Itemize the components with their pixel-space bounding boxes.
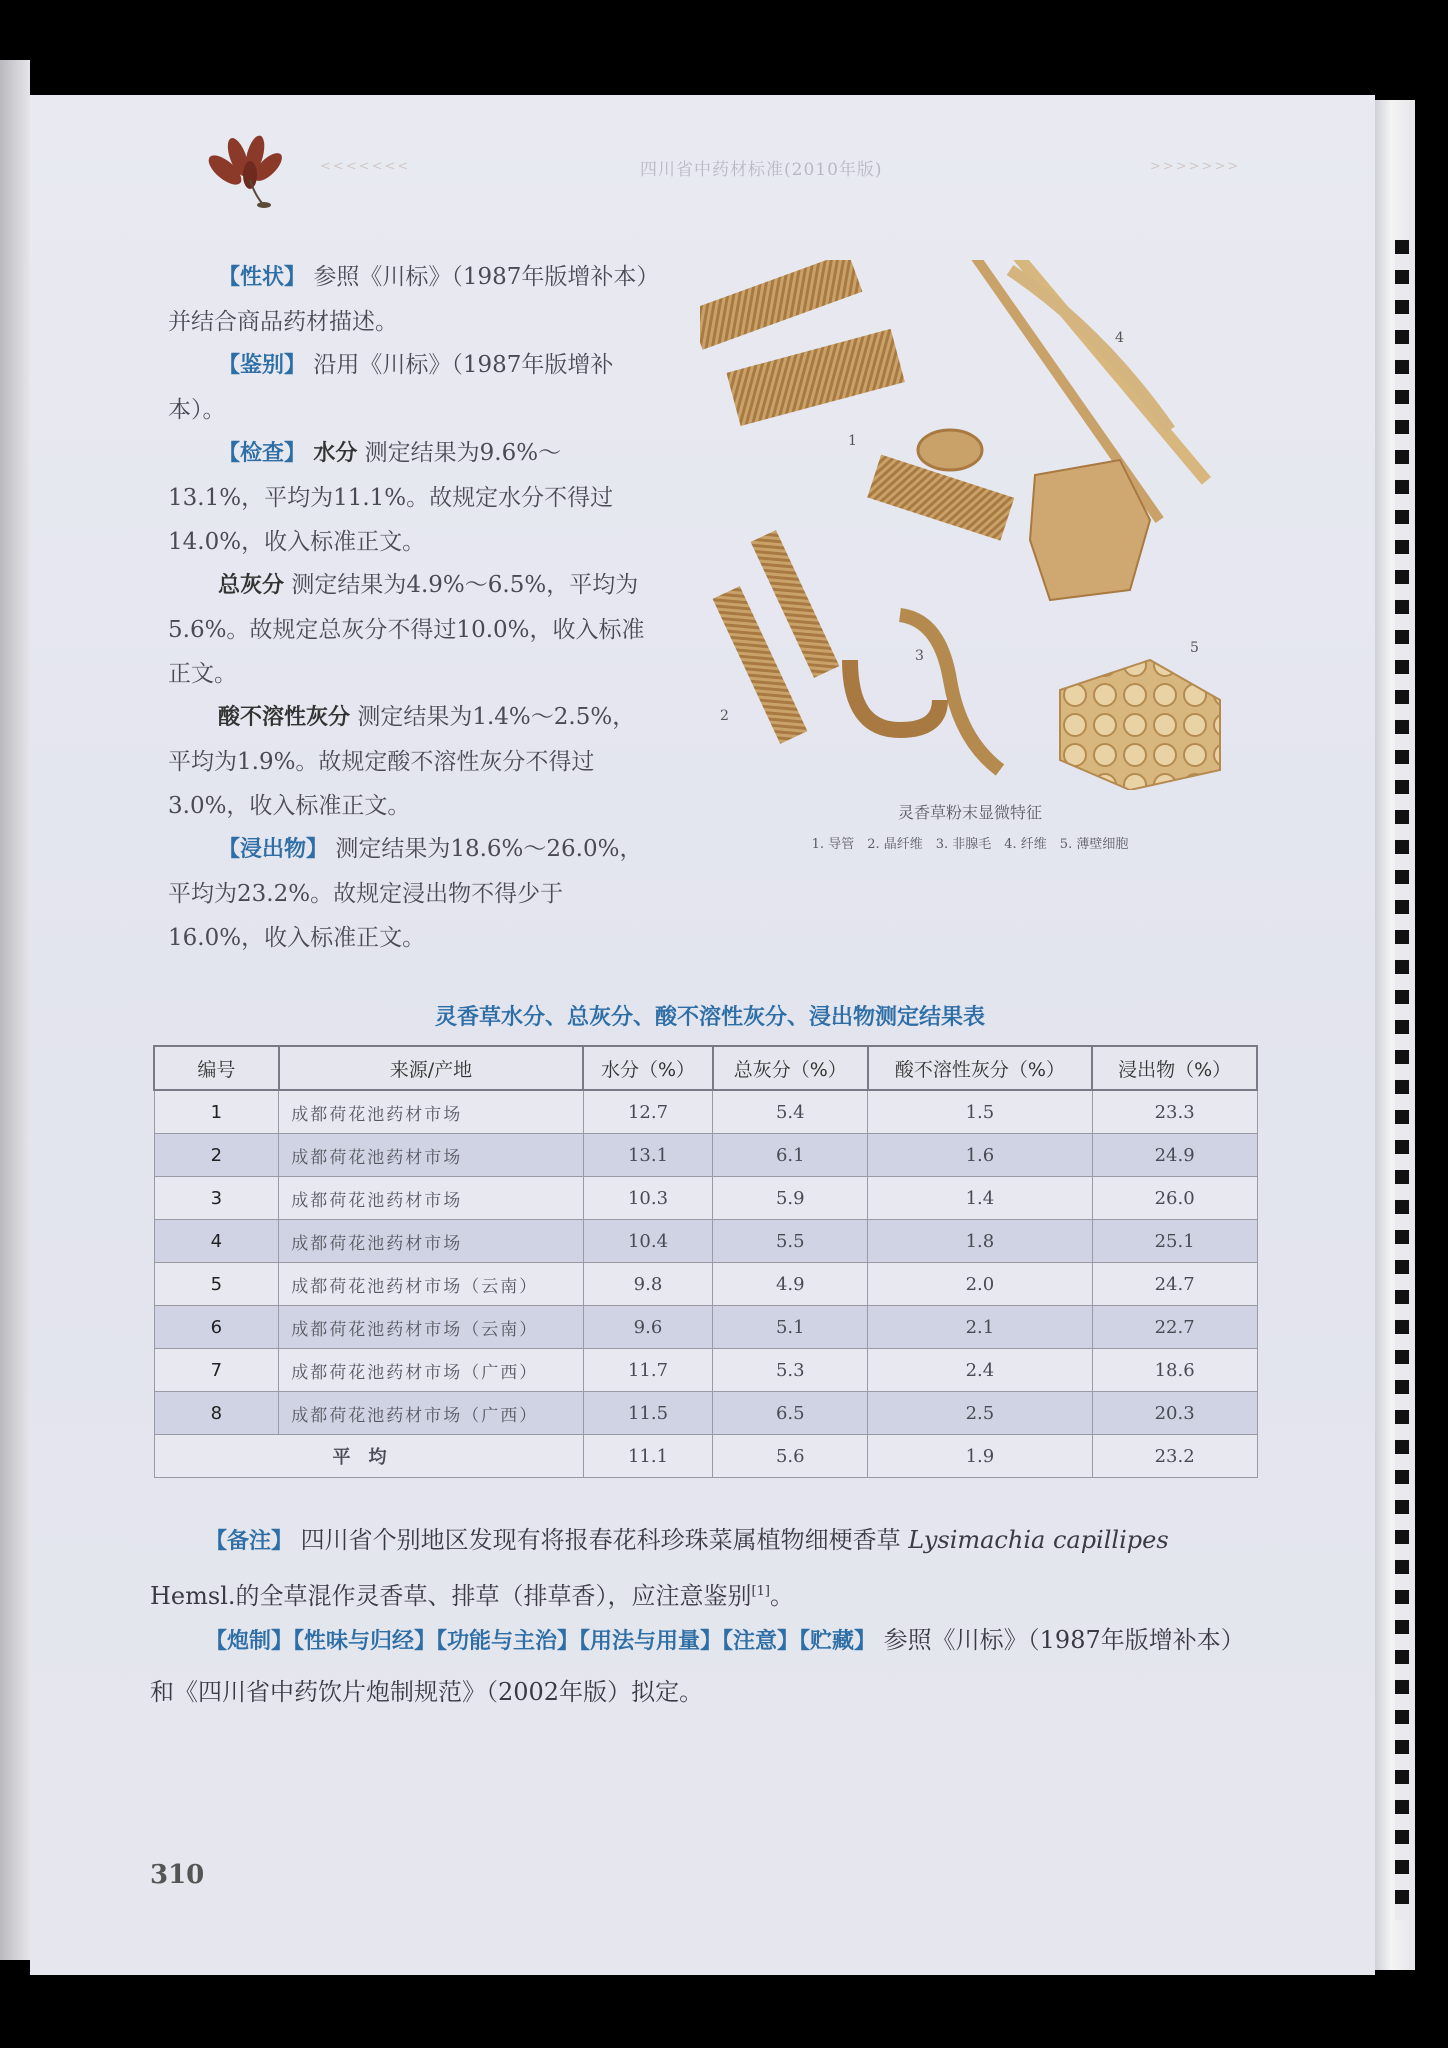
cell-source: 成都荷花池药材市场 xyxy=(279,1090,583,1134)
cell-id: 6 xyxy=(154,1306,279,1349)
jiancha-paragraph xyxy=(168,431,648,564)
table-row xyxy=(154,1177,1257,1220)
page-edge-marks xyxy=(1395,240,1409,1920)
page-number: 310 xyxy=(150,1860,205,1890)
cell-acid-ash: 1.8 xyxy=(868,1220,1093,1263)
cell-source: 成都荷花池药材市场 xyxy=(279,1134,583,1177)
cell-acid-ash: 1.6 xyxy=(868,1134,1093,1177)
jinchu-tag: 【浸出物】 xyxy=(218,837,329,862)
figure-label-2: 2 xyxy=(720,708,729,724)
cell-extract: 20.3 xyxy=(1092,1392,1257,1435)
cell-acid-ash: 1.5 xyxy=(868,1090,1093,1134)
processing-text: 参照《川标》（1987年版增补本）和《四川省中药饮片炮制规范》（2002年版）拟定。 xyxy=(150,1626,1245,1706)
jianbie-tag: 【鉴别】 xyxy=(218,353,307,378)
beizhu-tag: 【备注】 xyxy=(205,1529,294,1554)
cell-extract: 24.7 xyxy=(1092,1263,1257,1306)
average-label: 平均 xyxy=(154,1435,583,1478)
crystal-fiber xyxy=(713,530,840,744)
figure-label-1: 1 xyxy=(848,433,857,449)
beizhu-latin-name: Lysimachia capillipes xyxy=(908,1526,1169,1554)
cell-extract: 24.9 xyxy=(1092,1134,1257,1177)
cell-extract: 22.7 xyxy=(1092,1306,1257,1349)
beizhu-text-2: Hemsl.的全草混作灵香草、排草（排草香），应注意鉴别 xyxy=(150,1582,752,1610)
shuifen-text: 测定结果为9.6%～13.1%，平均为11.1%。故规定水分不得过14.0%，收入标准正文。 xyxy=(168,440,614,555)
cell-acid-ash: 2.4 xyxy=(868,1349,1093,1392)
cell-id: 1 xyxy=(154,1090,279,1134)
cell-id: 5 xyxy=(154,1263,279,1306)
cell-extract: 26.0 xyxy=(1092,1177,1257,1220)
zonghuifen-paragraph xyxy=(168,563,648,696)
jinchu-text: 测定结果为18.6%～26.0%，平均为23.2%。故规定浸出物不得少于16.0%，收入标准正文。 xyxy=(168,836,643,951)
jianbie-text: 沿用《川标》（1987年版增补本）。 xyxy=(168,352,614,423)
cell-total-ash: 5.3 xyxy=(713,1349,868,1392)
cell-source: 成都荷花池药材市场（广西） xyxy=(279,1349,583,1392)
cell-extract: 23.3 xyxy=(1092,1090,1257,1134)
leaf-logo-icon xyxy=(200,125,290,215)
cell-total-ash: 5.9 xyxy=(713,1177,868,1220)
suanbu-text: 测定结果为1.4%～2.5%，平均为1.9%。故规定酸不溶性灰分不得过3.0%，收入标准正文。 xyxy=(168,704,636,819)
jianbie-paragraph xyxy=(168,343,648,432)
table-row xyxy=(154,1392,1257,1435)
table-header-row xyxy=(154,1046,1257,1090)
cell-id: 8 xyxy=(154,1392,279,1435)
figure-label-3: 3 xyxy=(915,648,924,664)
cell-total-ash: 4.9 xyxy=(713,1263,868,1306)
cell-total-ash: 5.1 xyxy=(713,1306,868,1349)
header-ornament-right: >>>>>>> xyxy=(1150,159,1241,174)
non-glandular-hair xyxy=(850,615,1000,770)
cell-acid-ash: 2.5 xyxy=(868,1392,1093,1435)
microscopy-figure xyxy=(700,260,1240,790)
table-row xyxy=(154,1263,1257,1306)
cell-total-ash: 5.5 xyxy=(713,1220,868,1263)
xingzhuang-tag: 【性状】 xyxy=(218,265,307,290)
figure-label-5: 5 xyxy=(1190,640,1199,656)
cell-acid-ash: 1.4 xyxy=(868,1177,1093,1220)
figure-label-4: 4 xyxy=(1115,330,1124,346)
cell-total-ash: 6.5 xyxy=(713,1392,868,1435)
results-table xyxy=(153,1045,1258,1478)
figure-caption: 灵香草粉末显微特征 xyxy=(897,803,1042,822)
table-row xyxy=(154,1090,1257,1134)
cell-total-ash: 6.1 xyxy=(713,1134,868,1177)
table-row xyxy=(154,1134,1257,1177)
suanbu-paragraph xyxy=(168,695,648,828)
cell-moisture: 11.7 xyxy=(583,1349,713,1392)
processing-paragraph xyxy=(150,1615,1260,1717)
cell-extract: 25.1 xyxy=(1092,1220,1257,1263)
cell-total-ash: 5.4 xyxy=(713,1090,868,1134)
cell-source: 成都荷花池药材市场（云南） xyxy=(279,1263,583,1306)
header-total-ash: 总灰分（%） xyxy=(713,1046,868,1090)
book-spine xyxy=(0,60,30,1960)
table-row xyxy=(154,1306,1257,1349)
table-average-row xyxy=(154,1435,1257,1478)
header-acid-insoluble-ash: 酸不溶性灰分（%） xyxy=(868,1046,1093,1090)
page-header xyxy=(200,125,1280,215)
zonghuifen-label: 总灰分 xyxy=(218,573,285,598)
cell-source: 成都荷花池药材市场（云南） xyxy=(279,1306,583,1349)
avg-extract: 23.2 xyxy=(1092,1435,1257,1478)
cell-acid-ash: 2.1 xyxy=(868,1306,1093,1349)
cell-extract: 18.6 xyxy=(1092,1349,1257,1392)
shuifen-label: 水分 xyxy=(313,441,358,466)
header-id: 编号 xyxy=(154,1046,279,1090)
beizhu-text-1: 四川省个别地区发现有将报春花科珍珠菜属植物细梗香草 xyxy=(300,1526,901,1554)
table-row xyxy=(154,1349,1257,1392)
suanbu-label: 酸不溶性灰分 xyxy=(218,705,351,730)
avg-acid-ash: 1.9 xyxy=(868,1435,1093,1478)
xingzhuang-paragraph xyxy=(168,255,648,344)
figure-legend: 1. 导管 2. 晶纤维 3. 非腺毛 4. 纤维 5. 薄壁细胞 xyxy=(811,837,1129,852)
cell-acid-ash: 2.0 xyxy=(868,1263,1093,1306)
table-row xyxy=(154,1220,1257,1263)
cell-source: 成都荷花池药材市场 xyxy=(279,1220,583,1263)
xingzhuang-text: 参照《川标》（1987年版增补本）并结合商品药材描述。 xyxy=(168,264,648,335)
cell-moisture: 9.8 xyxy=(583,1263,713,1306)
zonghuifen-text: 测定结果为4.9%～6.5%，平均为5.6%。故规定总灰分不得过10.0%，收入标准正文。 xyxy=(168,572,645,687)
beizhu-end: 。 xyxy=(769,1582,794,1610)
beizhu-reference: [1] xyxy=(751,1584,770,1599)
beizhu-paragraph xyxy=(150,1515,1260,1621)
cell-moisture: 10.3 xyxy=(583,1177,713,1220)
cell-moisture: 12.7 xyxy=(583,1090,713,1134)
running-title: 四川省中药材标准(2010年版) xyxy=(640,160,883,180)
avg-moisture: 11.1 xyxy=(583,1435,713,1478)
jinchu-paragraph xyxy=(168,827,648,960)
jiancha-tag: 【检查】 xyxy=(218,441,307,466)
cell-source: 成都荷花池药材市场（广西） xyxy=(279,1392,583,1435)
avg-total-ash: 5.6 xyxy=(713,1435,868,1478)
parenchyma-cells xyxy=(1030,460,1220,790)
cell-source: 成都荷花池药材市场 xyxy=(279,1177,583,1220)
header-moisture: 水分（%） xyxy=(583,1046,713,1090)
cell-id: 7 xyxy=(154,1349,279,1392)
table-title: 灵香草水分、总灰分、酸不溶性灰分、浸出物测定结果表 xyxy=(434,1004,985,1030)
vessel-element xyxy=(700,260,1014,541)
cell-id: 3 xyxy=(154,1177,279,1220)
cell-moisture: 11.5 xyxy=(583,1392,713,1435)
header-source: 来源/产地 xyxy=(279,1046,583,1090)
header-extract: 浸出物（%） xyxy=(1092,1046,1257,1090)
cell-moisture: 9.6 xyxy=(583,1306,713,1349)
processing-tags: 【炮制】【性味与归经】【功能与主治】【用法与用量】【注意】【贮藏】 xyxy=(205,1629,877,1654)
cell-id: 2 xyxy=(154,1134,279,1177)
cell-moisture: 10.4 xyxy=(583,1220,713,1263)
cell-id: 4 xyxy=(154,1220,279,1263)
cell-moisture: 13.1 xyxy=(583,1134,713,1177)
header-ornament-left: <<<<<<< xyxy=(320,159,411,174)
